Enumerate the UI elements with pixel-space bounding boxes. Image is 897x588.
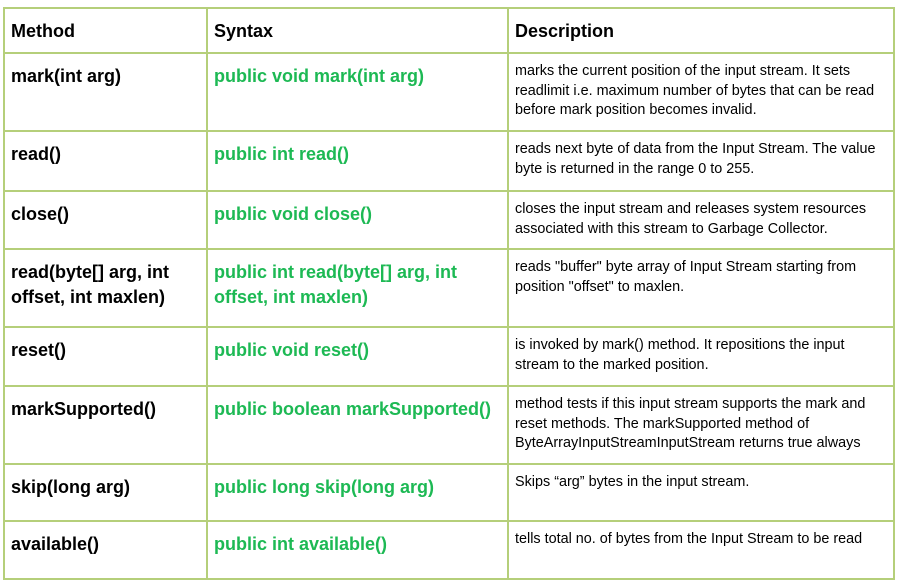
syntax-cell: public int read(byte[] arg, int offset, int maxlen) — [207, 249, 508, 327]
syntax-cell: public int available() — [207, 521, 508, 579]
description-cell: marks the current position of the input stream. It sets readlimit i.e. maximum number of bytes that can be read before mark position becomes invalid. — [508, 53, 894, 131]
description-cell: reads "buffer" byte array of Input Stream starting from position "offset" to maxlen. — [508, 249, 894, 327]
table-row — [4, 521, 894, 579]
syntax-cell: public boolean markSupported() — [207, 386, 508, 464]
syntax-cell: public void mark(int arg) — [207, 53, 508, 131]
description-cell: Skips “arg” bytes in the input stream. — [508, 464, 894, 521]
table-row — [4, 249, 894, 327]
method-cell: reset() — [4, 327, 207, 386]
table-row — [4, 131, 894, 191]
method-cell: read() — [4, 131, 207, 191]
description-cell: method tests if this input stream supports the mark and reset methods. The markSupported method of ByteArrayInputStreamInputStream returns true always — [508, 386, 894, 464]
method-cell: available() — [4, 521, 207, 579]
header-description: Description — [508, 8, 894, 53]
method-cell: markSupported() — [4, 386, 207, 464]
description-cell: is invoked by mark() method. It repositions the input stream to the marked position. — [508, 327, 894, 386]
header-syntax: Syntax — [207, 8, 508, 53]
table-row — [4, 327, 894, 386]
header-method: Method — [4, 8, 207, 53]
syntax-cell: public void close() — [207, 191, 508, 249]
syntax-cell: public void reset() — [207, 327, 508, 386]
description-cell: tells total no. of bytes from the Input Stream to be read — [508, 521, 894, 579]
syntax-cell: public int read() — [207, 131, 508, 191]
description-cell: closes the input stream and releases system resources associated with this stream to Garbage Collector. — [508, 191, 894, 249]
table-row — [4, 53, 894, 131]
method-cell: close() — [4, 191, 207, 249]
method-cell: skip(long arg) — [4, 464, 207, 521]
syntax-cell: public long skip(long arg) — [207, 464, 508, 521]
table-header-row — [4, 8, 894, 53]
table-row — [4, 191, 894, 249]
table-row — [4, 386, 894, 464]
description-cell: reads next byte of data from the Input Stream. The value byte is returned in the range 0 to 255. — [508, 131, 894, 191]
method-cell: mark(int arg) — [4, 53, 207, 131]
method-cell: read(byte[] arg, int offset, int maxlen) — [4, 249, 207, 327]
table-row — [4, 464, 894, 521]
methods-table — [3, 7, 895, 580]
